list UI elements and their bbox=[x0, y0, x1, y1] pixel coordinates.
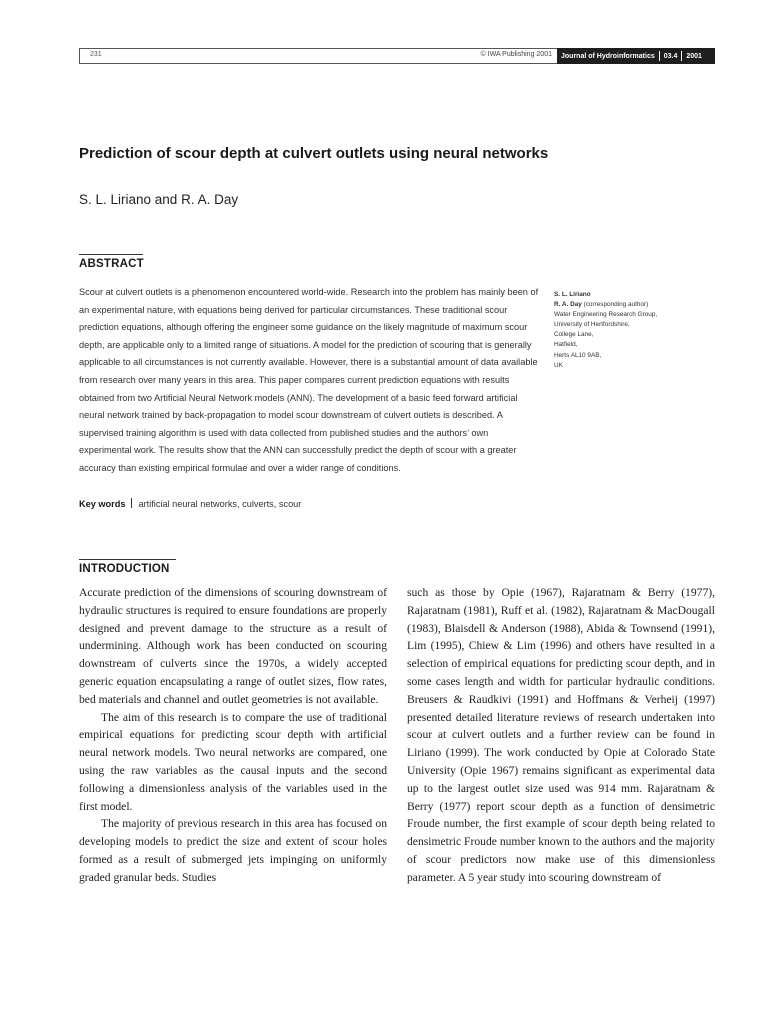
introduction-left-column bbox=[79, 584, 387, 887]
body-paragraph: such as those by Opie (1967), Rajaratnam & Berry (1977), Rajaratnam (1981), Ruff et al. (1982), Rajaratnam & MacDougall (1983), Blaisdell & Anderson (1988), Abida & Townsend (1991), Lim (1995), Chiew & Lim (1996) and others have resulted in a selection of empirical equations for predicting scour depth, and in some cases length and width for particular hydraulic conditions. Breusers & Raudkivi (1991) and Hoffmans & Verheij (1997) presented detailed literature reviews of research undertaken into scour at culvert outlets and a further review can be found in Liriano (1999). The work conducted by Opie at Colorado State University (Opie 1967) remains significant as experimental data up to the largest outlet size used was 914 mm. Rajaratnam & Berry (1977) report scour depth as a function of densimetric Froude number, the first example of scour depth being related to densimetric Froude number known to the authors and the majority of scour predictors now make use of this dimensionless parameter. A 5 year study into scouring downstream of bbox=[407, 586, 715, 884]
abstract-heading: ABSTRACT bbox=[79, 258, 144, 270]
page-number: 231 bbox=[90, 51, 102, 58]
affiliation-author-1: S. L. Liriano bbox=[554, 291, 591, 298]
article-title: Prediction of scour depth at culvert outlets using neural networks bbox=[79, 145, 549, 162]
keywords-separator bbox=[131, 498, 132, 508]
affiliation-line: Water Engineering Research Group, bbox=[554, 311, 658, 319]
body-paragraph: The majority of previous research in this area has focused on developing models to predict the size and extent of scour holes formed as a result of submerged jets impinging on uniformly graded granular beds. Studies bbox=[79, 817, 387, 884]
abstract-text: Scour at culvert outlets is a phenomenon encountered world-wide. Research into the problem has mainly been of an experimental nature, with equations being derived for particular circumstances. These traditional scour prediction equations, although offering the engineer some guidance on the likely magnitude of maximum scour depth, are applicable only to a limited range of situations. A model for the prediction of scouring that is generally applicable to all circumstances is not currently available. However, there is a substantial amount of data available from research over many years in this area. This paper compares current prediction equations with results obtained from two Artificial Neural Network models (ANN). The development of a basic feed forward artificial neural network trained by back-propagation to model scour downstream of culvert outlets is described. A supervised training algorithm is used with data collected from published studies and the authors’ own experimental work. The results show that the ANN can successfully predict the depth of scour with a greater accuracy than existing empirical formulae and over a wider range of conditions. bbox=[79, 287, 539, 473]
journal-issue: 03.4 bbox=[663, 52, 678, 60]
introduction-heading: INTRODUCTION bbox=[79, 563, 170, 575]
journal-banner bbox=[557, 48, 715, 64]
introduction-right-column bbox=[407, 584, 715, 887]
affiliation-line: College Lane, bbox=[554, 331, 594, 339]
journal-name: Journal of Hydroinformatics bbox=[561, 52, 655, 60]
body-paragraph: The aim of this research is to compare the use of traditional empirical equations for predicting scour depth with artificial neural network models. Two neural networks are compared, one using the raw variables as the causal inputs and the second following a dimensionless analysis of the variables used in the first model. bbox=[79, 710, 387, 813]
affiliation-line: UK bbox=[554, 361, 563, 369]
header-separator bbox=[659, 51, 660, 61]
article-authors: S. L. Liriano and R. A. Day bbox=[79, 192, 239, 207]
copyright-notice: © IWA Publishing 2001 bbox=[480, 51, 552, 58]
introduction-rule bbox=[79, 559, 176, 560]
keywords-list: artificial neural networks, culverts, scour bbox=[138, 499, 302, 509]
abstract-rule bbox=[79, 254, 143, 255]
author-affiliation bbox=[554, 290, 714, 371]
body-paragraph: Accurate prediction of the dimensions of scouring downstream of hydraulic structures is required to ensure foundations are properly designed and prevent damage to the structure as a result of undermining. Although work has been conducted on scouring downstream of culverts since the 1970s, a widely accepted generic equation encapsulating a range of outlet sizes, flow rates, bed materials and channel and outlet geometries is not available. bbox=[79, 586, 387, 706]
keywords-label: Key words bbox=[79, 499, 126, 509]
header-separator bbox=[681, 51, 682, 61]
running-header bbox=[79, 48, 715, 64]
keywords-line bbox=[79, 497, 539, 511]
affiliation-line: Herts AL10 9AB, bbox=[554, 351, 602, 359]
journal-year: 2001 bbox=[686, 52, 702, 60]
affiliation-line: Hatfield, bbox=[554, 341, 578, 349]
affiliation-line: University of Hertfordshire, bbox=[554, 321, 630, 329]
affiliation-author-2: R. A. Day (corresponding author) bbox=[554, 301, 649, 309]
